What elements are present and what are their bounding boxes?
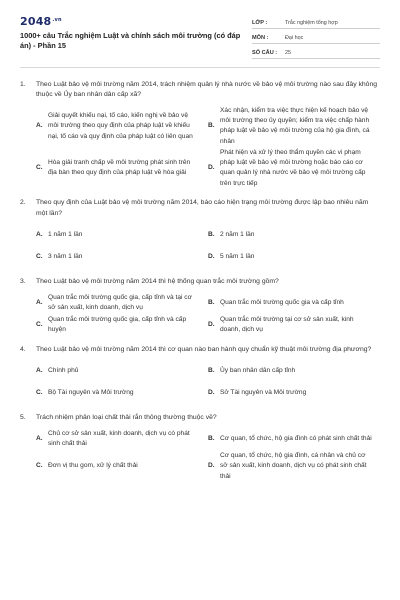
question-5: [20, 413, 380, 482]
option-text: Xác nhận, kiểm tra việc thực hiện kế hoạch bảo vệ môi trường theo ủy quyền; kiểm tra việc chấp hành pháp luật về bảo vệ môi trường của hộ gia đình, cá nhân: [220, 107, 370, 145]
site-logo[interactable]: [20, 15, 62, 28]
option-list: [20, 224, 380, 268]
option-text: Quan trắc môi trường tại cơ sở sản xuất, kinh doanh, dịch vụ: [220, 315, 354, 334]
question-2: [20, 198, 380, 267]
option-a[interactable]: [36, 105, 208, 147]
option-text: Hòa giải tranh chấp về môi trường phát sinh trên địa bàn theo quy định của pháp luật về hòa giải: [48, 159, 191, 177]
logo-text: 2048: [20, 15, 52, 28]
question-body: Theo Luật bảo vệ môi trường năm 2014 thì hệ thống quan trắc môi trường gồm?: [36, 277, 279, 285]
meta-row-count: [252, 45, 380, 59]
option-letter: C.: [36, 252, 43, 260]
option-text: Đơn vị thu gom, xử lý chất thải: [48, 462, 138, 470]
meta-key: SỐ CÂU :: [252, 50, 278, 57]
option-letter: C.: [36, 164, 43, 172]
option-list: [20, 360, 380, 404]
question-number: 5.: [20, 414, 26, 422]
question-1: [20, 80, 380, 189]
option-text: Quan trắc môi trường quốc gia và cấp tỉnh: [220, 298, 344, 306]
question-text: [20, 80, 380, 100]
option-letter: D.: [208, 320, 215, 328]
option-text: Quan trắc môi trường quốc gia, cấp tỉnh và tại cơ sở sản xuất, kinh doanh, dịch vụ: [48, 293, 192, 312]
question-number: 3.: [20, 277, 26, 285]
option-letter: C.: [36, 320, 43, 328]
page-title: 1000+ câu Trắc nghiệm Luật và chính sách môi trường (có đáp án) - Phần 15: [20, 31, 241, 50]
option-b[interactable]: [208, 224, 380, 246]
option-text: Chủ cơ sở sản xuất, kinh doanh, dịch vụ có phát sinh chất thải: [48, 430, 190, 448]
option-letter: B.: [208, 298, 215, 306]
option-a[interactable]: [36, 428, 208, 450]
option-letter: D.: [208, 462, 215, 470]
option-b[interactable]: [208, 428, 380, 450]
option-b[interactable]: [208, 105, 380, 147]
header-divider: [20, 67, 380, 68]
option-letter: D.: [208, 389, 215, 397]
meta-info: [252, 15, 380, 60]
question-number: 2.: [20, 199, 26, 207]
question-body: Theo Luật bảo vệ môi trường năm 2014 thì cơ quan nào ban hành quy chuẩn kỹ thuật môi trường địa phương?: [36, 346, 372, 354]
option-letter: A.: [36, 122, 43, 130]
option-c[interactable]: [36, 314, 208, 336]
option-letter: C.: [36, 389, 43, 397]
meta-value: Đại học: [285, 35, 304, 42]
option-letter: A.: [36, 435, 43, 443]
option-text: 1 năm 1 lần: [48, 230, 83, 238]
option-d[interactable]: [208, 450, 380, 482]
question-body: Theo Luật bảo vệ môi trường năm 2014, trách nhiệm quản lý nhà nước về bảo vệ môi trường nào sau đây không thuộc về Ủy ban nhân dân cấp xã?: [36, 81, 378, 99]
option-a[interactable]: [36, 224, 208, 246]
question-4: [20, 345, 380, 404]
page-header: [0, 0, 400, 62]
option-list: [20, 428, 380, 482]
option-letter: D.: [208, 164, 215, 172]
option-letter: A.: [36, 298, 43, 306]
meta-row-class: [252, 15, 380, 29]
question-text: [20, 345, 380, 355]
option-letter: A.: [36, 230, 43, 238]
question-number: 4.: [20, 346, 26, 354]
question-number: 1.: [20, 81, 26, 88]
option-text: Giải quyết khiếu nại, tố cáo, kiến nghị về bảo vệ môi trường theo quy định của pháp luật về khiếu nại, tố cáo và quy định của pháp luật có liên quan: [48, 112, 193, 140]
question-text: [20, 277, 380, 287]
option-text: Phát hiện và xử lý theo thẩm quyền các vi phạm pháp luật về bảo vệ môi trường hoặc báo cáo cơ quan quản lý nhà nước về bảo vệ môi trường cấp trên trực tiếp: [220, 149, 366, 187]
question-text: [20, 413, 380, 423]
option-d[interactable]: [208, 314, 380, 336]
question-text: [20, 198, 380, 218]
option-text: 5 năm 1 lần: [220, 252, 255, 260]
option-c[interactable]: [36, 450, 208, 482]
option-text: 3 năm 1 lần: [48, 252, 83, 260]
option-d[interactable]: [208, 147, 380, 189]
meta-row-subject: [252, 30, 380, 44]
option-list: [20, 105, 380, 189]
option-letter: A.: [36, 367, 43, 375]
meta-value: 25: [285, 50, 291, 57]
option-b[interactable]: [208, 360, 380, 382]
option-b[interactable]: [208, 292, 380, 314]
option-text: Ủy ban nhân dân cấp tỉnh: [220, 367, 296, 375]
meta-value: Trắc nghiệm tổng hợp: [285, 20, 338, 27]
question-list: [20, 80, 380, 491]
option-letter: D.: [208, 252, 215, 260]
option-letter: B.: [208, 367, 215, 375]
meta-key: LỚP :: [252, 20, 268, 27]
meta-key: MÔN :: [252, 35, 269, 42]
question-3: [20, 277, 380, 336]
option-d[interactable]: [208, 246, 380, 268]
option-list: [20, 292, 380, 336]
question-body: Theo quy định của Luật bảo vệ môi trường năm 2014, báo cáo hiện trạng môi trường được lập bao nhiêu năm một lần?: [36, 199, 369, 217]
option-text: Sở Tài nguyên và Môi trường: [220, 389, 307, 397]
option-text: Bộ Tài nguyên và Môi trường: [48, 389, 134, 397]
option-c[interactable]: [36, 147, 208, 189]
option-text: Quan trắc môi trường quốc gia, cấp tỉnh và cấp huyện: [48, 315, 187, 334]
option-text: Cơ quan, tổ chức, hộ gia đình có phát sinh chất thải: [220, 435, 372, 443]
option-d[interactable]: [208, 382, 380, 404]
option-c[interactable]: [36, 246, 208, 268]
option-letter: B.: [208, 435, 215, 443]
option-text: Chính phủ: [48, 367, 79, 375]
option-letter: B.: [208, 230, 215, 238]
option-letter: C.: [36, 462, 43, 470]
option-text: 2 năm 1 lần: [220, 230, 255, 238]
option-a[interactable]: [36, 360, 208, 382]
option-letter: B.: [208, 122, 215, 130]
option-c[interactable]: [36, 382, 208, 404]
logo-suffix: .vn: [52, 17, 62, 23]
option-text: Cơ quan, tổ chức, hộ gia đình, cá nhân và chủ cơ sở sản xuất, kinh doanh, dịch vụ có phát sinh chất thải: [220, 452, 367, 480]
option-a[interactable]: [36, 292, 208, 314]
question-body: Trách nhiệm phân loại chất thải rắn thông thường thuộc về?: [36, 414, 217, 422]
